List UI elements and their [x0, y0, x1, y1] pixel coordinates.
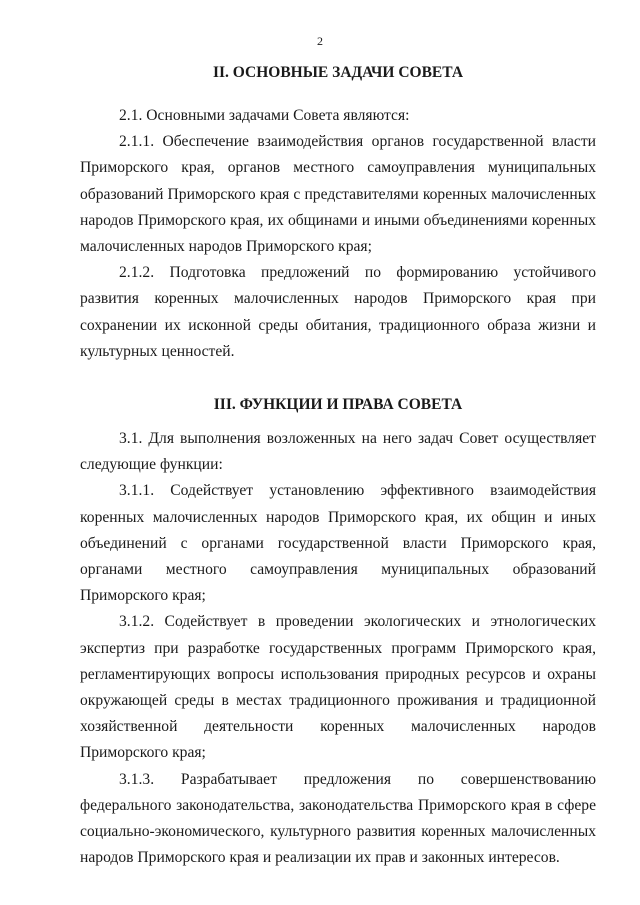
paragraph-3-1: 3.1. Для выполнения возложенных на него задач Совет осуществляет следующие функции:: [80, 430, 596, 474]
section-3-body: [80, 426, 596, 871]
paragraph-3-1-1: 3.1.1. Содействует установлению эффективного взаимодействия коренных малочисленных народов Приморского края, их общин и иных объединений с органами государственной власти Приморского края, органами местного самоуправления муниципальных образований Приморского края;: [80, 482, 596, 605]
paragraph-3-1-2: 3.1.2. Содействует в проведении экологических и этнологических экспертиз при разработке государственных программ Приморского края, регламентирующих вопросы использования природных ресурсов и охраны окружающей среды в местах традиционного проживания и традиционной хозяйственной деятельности коренных малочисленных народов Приморского края;: [80, 613, 596, 762]
page-number: 2: [317, 34, 323, 48]
paragraph-2-1-2: 2.1.2. Подготовка предложений по формированию устойчивого развития коренных малочисленных народов Приморского края при сохранении их исконной среды обитания, традиционного образа жизни и культурных ценностей.: [80, 264, 596, 360]
paragraph-3-1-3: 3.1.3. Разрабатывает предложения по совершенствованию федерального законодательства, законодательства Приморского края в сфере социально-экономического, культурного развития коренных малочисленных народов Приморского края и реализации их прав и законных интересов.: [80, 770, 596, 867]
paragraph-2-1-1: 2.1.1. Обеспечение взаимодействия органов государственной власти Приморского края, органов местного самоуправления муниципальных образований Приморского края с представителями коренных малочисленных народов Приморского края, их общинами и иными объединениями коренных малочисленных народов Приморского края;: [80, 133, 596, 256]
section-2-heading: II. ОСНОВНЫЕ ЗАДАЧИ СОВЕТА: [212, 64, 464, 81]
section-3-heading: III. ФУНКЦИИ И ПРАВА СОВЕТА: [213, 396, 463, 413]
paragraph-2-1: 2.1. Основными задачами Совета являются:: [119, 107, 410, 124]
section-2-body: [80, 103, 596, 365]
